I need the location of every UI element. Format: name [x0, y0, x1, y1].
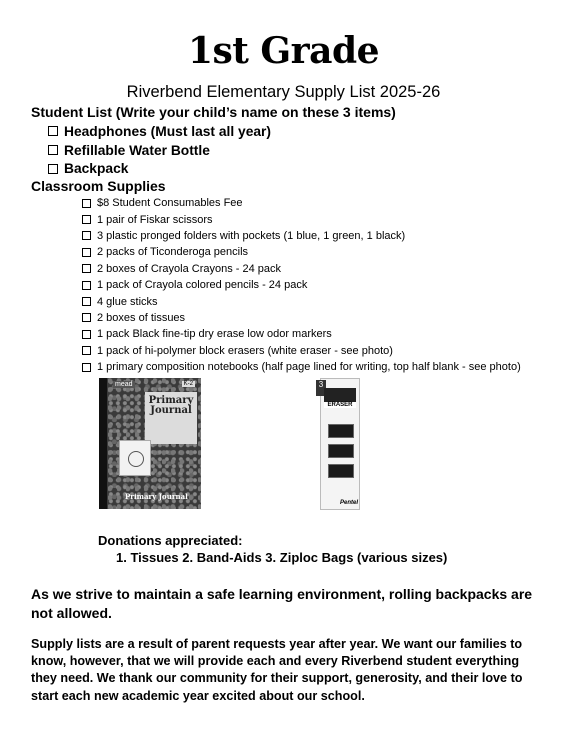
student-list — [48, 122, 271, 178]
composition-notebook-photo — [99, 378, 201, 509]
eraser-count-tag: 3 — [316, 380, 326, 396]
checkbox[interactable] — [82, 199, 91, 208]
checkbox[interactable] — [82, 346, 91, 355]
item-label: 2 packs of Ticonderoga pencils — [97, 246, 249, 259]
closing-paragraph: Supply lists are a result of parent requests year after year. We want our families to know, however, that we will provide each and every Riverbend student everything they need. We thank our community for their support, generosity, and their love to start each new academic year excited about our school. — [31, 637, 523, 703]
item-label: 1 pair of Fiskar scissors — [97, 213, 213, 226]
item-label: Backpack — [64, 161, 129, 177]
item-label: 1 primary composition notebooks (half page lined for writing, top half blank - see photo) — [97, 361, 521, 374]
checkbox[interactable] — [82, 215, 91, 224]
checkbox[interactable] — [48, 164, 58, 174]
item-label: 2 boxes of Crayola Crayons - 24 pack — [97, 262, 282, 275]
list-item — [82, 359, 521, 375]
list-item — [82, 228, 521, 244]
list-item — [82, 277, 521, 293]
item-label: 4 glue sticks — [97, 295, 158, 308]
checkbox[interactable] — [82, 264, 91, 273]
eraser-product-label: ERASER — [324, 402, 356, 408]
page-subtitle: Riverbend Elementary Supply List 2025-26 — [126, 83, 441, 101]
checkbox[interactable] — [82, 330, 91, 339]
list-item — [82, 293, 521, 309]
list-item — [82, 310, 521, 326]
eraser-brand-logo: Pentel — [339, 500, 358, 506]
eraser-block — [328, 424, 354, 438]
checkbox[interactable] — [82, 313, 91, 322]
list-item — [82, 326, 521, 342]
checkbox[interactable] — [82, 281, 91, 290]
eraser-pack-photo — [316, 378, 364, 510]
notebook-grade-badge: K-2 — [183, 381, 193, 387]
student-item-headphones — [48, 122, 271, 141]
checkbox[interactable] — [82, 363, 91, 372]
donations-heading: Donations appreciated: — [98, 533, 243, 548]
item-label: Headphones (Must last all year) — [64, 123, 272, 139]
student-item-backpack — [48, 160, 271, 179]
eraser-block — [328, 464, 354, 478]
student-list-heading: Student List (Write your child’s name on these 3 items) — [31, 104, 396, 120]
item-label: 1 pack of hi-polymer block erasers (white eraser - see photo) — [97, 344, 393, 357]
checkbox[interactable] — [48, 126, 58, 136]
classroom-supplies-list — [82, 195, 521, 375]
checkbox[interactable] — [48, 145, 58, 155]
list-item — [82, 244, 521, 260]
item-label: $8 Student Consumables Fee — [97, 197, 243, 210]
notebook-brand-logo: mead — [115, 381, 133, 388]
notebook-footer-title: Primary Journal — [125, 492, 188, 501]
list-item — [82, 195, 521, 211]
item-label: 2 boxes of tissues — [97, 311, 186, 324]
item-label: Refillable Water Bottle — [64, 142, 210, 158]
item-label: 1 pack Black fine-tip dry erase low odor markers — [97, 328, 332, 341]
item-label: 1 pack of Crayola colored pencils - 24 pack — [97, 279, 308, 292]
eraser-package-header — [324, 388, 356, 402]
backpack-notice: As we strive to maintain a safe learning environment, rolling backpacks are not allowed. — [31, 586, 533, 621]
list-item — [82, 261, 521, 277]
list-item — [82, 343, 521, 359]
notebook-spine — [99, 378, 107, 509]
checkbox[interactable] — [82, 297, 91, 306]
eraser-block — [328, 444, 354, 458]
list-item — [82, 211, 521, 227]
donations-list: 1. Tissues 2. Band-Aids 3. Ziploc Bags (various sizes) — [116, 550, 448, 565]
checkbox[interactable] — [82, 231, 91, 240]
student-item-water-bottle — [48, 141, 271, 160]
notebook-title-label: Primary Journal — [145, 392, 197, 444]
checkbox[interactable] — [82, 248, 91, 257]
classroom-supplies-heading: Classroom Supplies — [31, 178, 166, 194]
notebook-sample-drawing — [119, 440, 151, 476]
page-title: 1st Grade — [187, 30, 380, 72]
item-label: 3 plastic pronged folders with pockets (1 blue, 1 green, 1 black) — [97, 229, 406, 242]
